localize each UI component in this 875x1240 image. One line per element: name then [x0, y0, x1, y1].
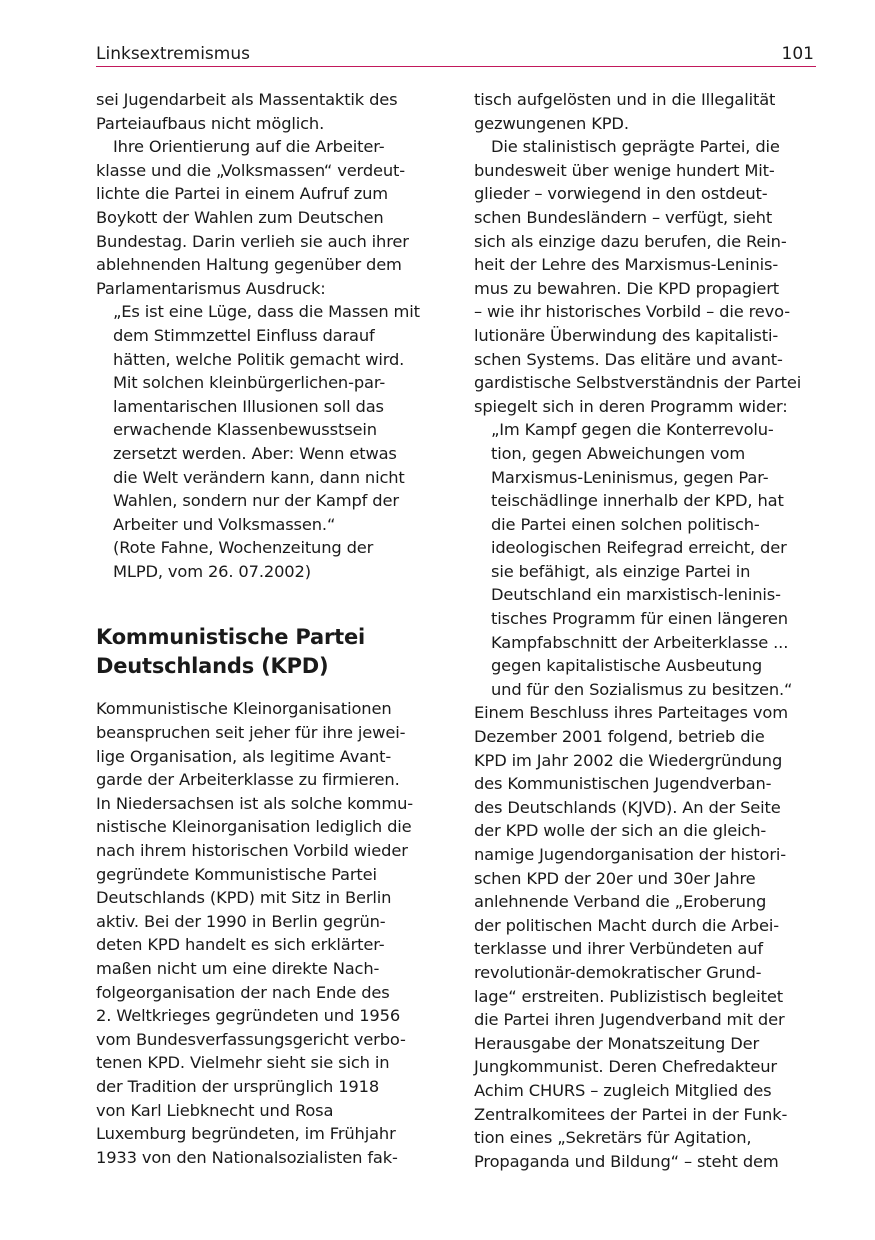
quote-line: lamentarischen Illusionen soll das: [113, 396, 384, 416]
text-line: bundesweit über wenige hundert Mit-: [474, 160, 775, 180]
page-number: 101: [781, 44, 814, 64]
quote-line: teischädlinge innerhalb der KPD, hat: [491, 491, 784, 511]
text-line: Bundestag. Darin verlieh sie auch ihrer: [96, 231, 409, 251]
text-line: beanspruchen seit jeher für ihre jewei-: [96, 723, 406, 743]
text-line: tion eines „Sekretärs für Agitation,: [474, 1128, 752, 1148]
text-line: glieder – vorwiegend in den ostdeut-: [474, 184, 768, 204]
quote-line: Marxismus-Leninismus, gegen Par-: [491, 467, 769, 487]
block-quote: [474, 418, 816, 701]
quote-line: hätten, welche Politik gemacht wird.: [113, 349, 405, 369]
body-paragraph: [96, 697, 438, 1169]
quote-line: die Partei einen solchen politisch-: [491, 514, 760, 534]
text-line: nistische Kleinorganisation lediglich die: [96, 817, 412, 837]
text-line: tisch aufgelösten und in die Illegalität: [474, 90, 776, 109]
quote-line: tion, gegen Abweichungen vom: [491, 443, 746, 463]
quote-line: Mit solchen kleinbürgerlichen-par-: [113, 373, 386, 393]
text-line: lichte die Partei in einem Aufruf zum: [96, 184, 389, 204]
text-line: tenen KPD. Vielmehr sieht sie sich in: [96, 1053, 390, 1073]
text-line: gardistische Selbstverständnis der Partei: [474, 373, 802, 393]
continuation-text: [474, 88, 816, 135]
quote-line: zersetzt werden. Aber: Wenn etwas: [113, 443, 397, 463]
running-header: [96, 42, 816, 67]
text-line: Zentralkomitees der Partei in der Funk-: [474, 1104, 788, 1124]
text-line: vom Bundesverfassungsgericht verbo-: [96, 1029, 406, 1049]
text-line: Boykott der Wahlen zum Deutschen: [96, 207, 384, 227]
text-line: der Tradition der ursprünglich 1918: [96, 1076, 380, 1096]
text-line: von Karl Liebknecht und Rosa: [96, 1100, 334, 1120]
quote-line: gegen kapitalistische Ausbeutung: [491, 656, 763, 676]
left-column: [96, 88, 438, 1169]
text-line: folgeorganisation der nach Ende des: [96, 982, 390, 1002]
text-line: Jungkommunist. Deren Chefredakteur: [474, 1057, 777, 1077]
section-title: Linksextremismus: [96, 44, 250, 64]
text-line: des Deutschlands (KJVD). An der Seite: [474, 797, 781, 817]
quote-line: „Es ist eine Lüge, dass die Massen mit: [113, 302, 420, 322]
paragraph: [96, 135, 438, 300]
text-line: lage“ erstreiten. Publizistisch begleitet: [474, 986, 783, 1006]
text-line: Deutschlands (KPD) mit Sitz in Berlin: [96, 888, 392, 908]
block-quote: [96, 300, 438, 583]
text-line: revolutionär-demokratischer Grund-: [474, 962, 762, 982]
text-line: 1933 von den Nationalsozialisten fak-: [96, 1147, 398, 1167]
text-line: gezwungenen KPD.: [474, 113, 629, 133]
text-line: sich als einzige dazu berufen, die Rein-: [474, 231, 787, 251]
text-line: Dezember 2001 folgend, betrieb die: [474, 727, 765, 747]
quote-line: und für den Sozialismus zu besitzen.“: [491, 679, 793, 699]
continuation-text: [96, 88, 438, 135]
paragraph: [474, 135, 816, 418]
quote-line: die Welt verändern kann, dann nicht: [113, 467, 405, 487]
text-line: des Kommunistischen Jugendverban-: [474, 774, 772, 794]
text-line: Die stalinistisch geprägte Partei, die: [491, 137, 780, 157]
text-line: – wie ihr historisches Vorbild – die revo-: [474, 302, 790, 322]
text-line: heit der Lehre des Marxismus-Leninis-: [474, 255, 779, 275]
text-line: der politischen Macht durch die Arbei-: [474, 915, 779, 935]
text-line: sei Jugendarbeit als Massentaktik des: [96, 90, 398, 109]
quote-line: sie befähigt, als einzige Partei in: [491, 561, 751, 581]
text-line: garde der Arbeiterklasse zu firmieren.: [96, 770, 400, 790]
text-line: spiegelt sich in deren Programm wider:: [474, 396, 788, 416]
heading-line: Kommunistische Partei: [96, 625, 366, 650]
text-line: 2. Weltkrieges gegründeten und 1956: [96, 1006, 401, 1026]
text-line: nach ihrem historischen Vorbild wieder: [96, 841, 408, 861]
text-line: Propaganda und Bildung“ – steht dem: [474, 1151, 779, 1171]
text-line: Parlamentarismus Ausdruck:: [96, 278, 326, 298]
quote-line: erwachende Klassenbewusstsein: [113, 420, 377, 440]
quote-line: Kampfabschnitt der Arbeiterklasse ...: [491, 632, 789, 652]
text-line: klasse und die „Volksmassen“ verdeut-: [96, 160, 405, 180]
text-line: gegründete Kommunistische Partei: [96, 864, 377, 884]
text-line: namige Jugendorganisation der histori-: [474, 845, 786, 864]
text-line: In Niedersachsen ist als solche kommu-: [96, 793, 413, 813]
text-line: Einem Beschluss ihres Parteitages vom: [474, 703, 788, 723]
text-line: Achim CHURS – zugleich Mitglied des: [474, 1080, 772, 1100]
text-line: schen Systems. Das elitäre und avant-: [474, 349, 783, 369]
quote-line: „Im Kampf gegen die Konterrevolu-: [491, 420, 774, 440]
text-line: deten KPD handelt es sich erklärter-: [96, 935, 385, 955]
quote-line: Wahlen, sondern nur der Kampf der: [113, 491, 399, 511]
quote-line: Deutschland ein marxistisch-leninis-: [491, 585, 781, 605]
text-line: aktiv. Bei der 1990 in Berlin gegrün-: [96, 911, 386, 931]
text-line: mus zu bewahren. Die KPD propagiert: [474, 278, 779, 298]
text-line: Parteiaufbaus nicht möglich.: [96, 113, 325, 133]
text-line: Luxemburg begründeten, im Frühjahr: [96, 1124, 396, 1144]
text-line: der KPD wolle der sich an die gleich-: [474, 821, 767, 841]
quote-source-line: (Rote Fahne, Wochenzeitung der: [113, 538, 374, 558]
right-column: [474, 88, 816, 1173]
text-line: Herausgabe der Monatszeitung Der: [474, 1033, 760, 1053]
quote-source-line: MLPD, vom 26. 07.2002): [113, 561, 311, 581]
text-line: anlehnende Verband die „Eroberung: [474, 892, 767, 912]
text-line: terklasse und ihrer Verbündeten auf: [474, 939, 763, 959]
heading-line: Deutschlands (KPD): [96, 654, 329, 679]
quote-line: Arbeiter und Volksmassen.“: [113, 514, 336, 534]
body-paragraph: [474, 701, 816, 1173]
quote-line: ideologischen Reifegrad erreicht, der: [491, 538, 787, 558]
text-line: lutionäre Überwindung des kapitalisti-: [474, 325, 779, 345]
text-line: maßen nicht um eine direkte Nach-: [96, 959, 380, 978]
text-line: die Partei ihren Jugendverband mit der: [474, 1010, 785, 1030]
section-heading: [96, 623, 438, 681]
text-line: schen Bundesländern – verfügt, sieht: [474, 207, 773, 227]
quote-line: tisches Programm für einen längeren: [491, 609, 788, 629]
text-line: ablehnenden Haltung gegenüber dem: [96, 255, 402, 275]
text-line: KPD im Jahr 2002 die Wiedergründung: [474, 750, 783, 770]
text-line: Ihre Orientierung auf die Arbeiter-: [113, 137, 385, 157]
text-line: lige Organisation, als legitime Avant-: [96, 746, 392, 766]
text-line: Kommunistische Kleinorganisationen: [96, 699, 392, 719]
quote-line: dem Stimmzettel Einfluss darauf: [113, 325, 375, 345]
text-line: schen KPD der 20er und 30er Jahre: [474, 868, 756, 888]
